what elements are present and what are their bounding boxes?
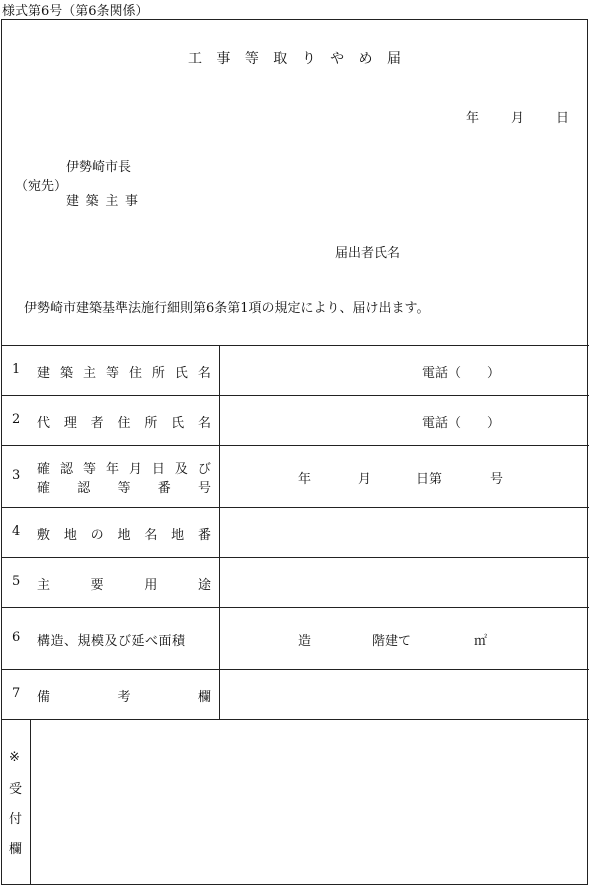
addressee-mayor: 伊勢崎市長: [66, 160, 132, 175]
row-number: 6: [12, 630, 21, 645]
structure-type-field[interactable]: 造: [298, 634, 312, 649]
date-day: 日: [556, 111, 570, 126]
row-label-confirmation-date: 確 認 等 年 月 日 及 び: [37, 462, 211, 477]
row-label-structure-scale-area: 構造、規模及び延べ面積: [37, 634, 186, 649]
divider: [1, 669, 589, 670]
row-number: 2: [12, 412, 21, 427]
row-label-remarks: 備 考 欄: [37, 690, 211, 705]
row-number: 1: [12, 362, 21, 377]
main-use-field[interactable]: [230, 562, 580, 602]
date-year: 年: [466, 111, 480, 126]
floors-field[interactable]: 階建て: [372, 634, 412, 649]
row-number: 5: [12, 574, 21, 589]
receipt-label-char: 受: [9, 782, 23, 797]
receipt-label-char: 欄: [9, 842, 23, 857]
row-label-agent-address-name: 代 理 者 住 所 氏 名: [37, 416, 211, 431]
receipt-mark: ※: [9, 750, 20, 765]
divider: [1, 607, 589, 608]
row-number: 3: [12, 468, 21, 483]
divider: [1, 445, 589, 446]
form-number-label: 様式第6号（第6条関係）: [2, 4, 149, 19]
divider: [1, 345, 589, 346]
divider: [1, 557, 589, 558]
addressee-prefix: （宛先）: [15, 179, 68, 194]
applicant-name-label: 届出者氏名: [335, 246, 401, 261]
statement-text: 伊勢崎市建築基準法施行細則第6条第1項の規定により、届け出ます。: [24, 301, 430, 316]
site-address-field[interactable]: [230, 512, 580, 552]
confirmation-month[interactable]: 月: [358, 472, 372, 487]
confirmation-day-number[interactable]: 日第: [416, 472, 443, 487]
receipt-label-char: 付: [9, 812, 23, 827]
agent-phone-field[interactable]: 電話（ ）: [422, 416, 501, 431]
confirmation-number-suffix[interactable]: 号: [490, 472, 504, 487]
column-divider: [219, 345, 220, 719]
divider: [1, 719, 589, 720]
receipt-column-divider: [30, 719, 31, 885]
owner-phone-field[interactable]: 電話（ ）: [422, 366, 501, 381]
row-number: 7: [12, 686, 21, 701]
divider: [1, 507, 589, 508]
confirmation-year[interactable]: 年: [298, 472, 312, 487]
remarks-field[interactable]: [230, 674, 580, 714]
row-number: 4: [12, 524, 21, 539]
addressee-building-official: 建 築 主 事: [66, 194, 138, 209]
date-month: 月: [511, 111, 525, 126]
form-title: 工 事 等 取 り や め 届: [188, 51, 402, 67]
row-label-site-address: 敷 地 の 地 名 地 番: [37, 528, 211, 543]
row-label-main-use: 主 要 用 途: [37, 578, 211, 593]
row-label-confirmation-number: 確 認 等 番 号: [37, 481, 211, 496]
divider: [1, 395, 589, 396]
receipt-area: [36, 724, 581, 879]
row-label-owner-address-name: 建 築 主 等 住 所 氏 名: [37, 366, 211, 381]
floor-area-field[interactable]: ㎡: [474, 634, 488, 649]
